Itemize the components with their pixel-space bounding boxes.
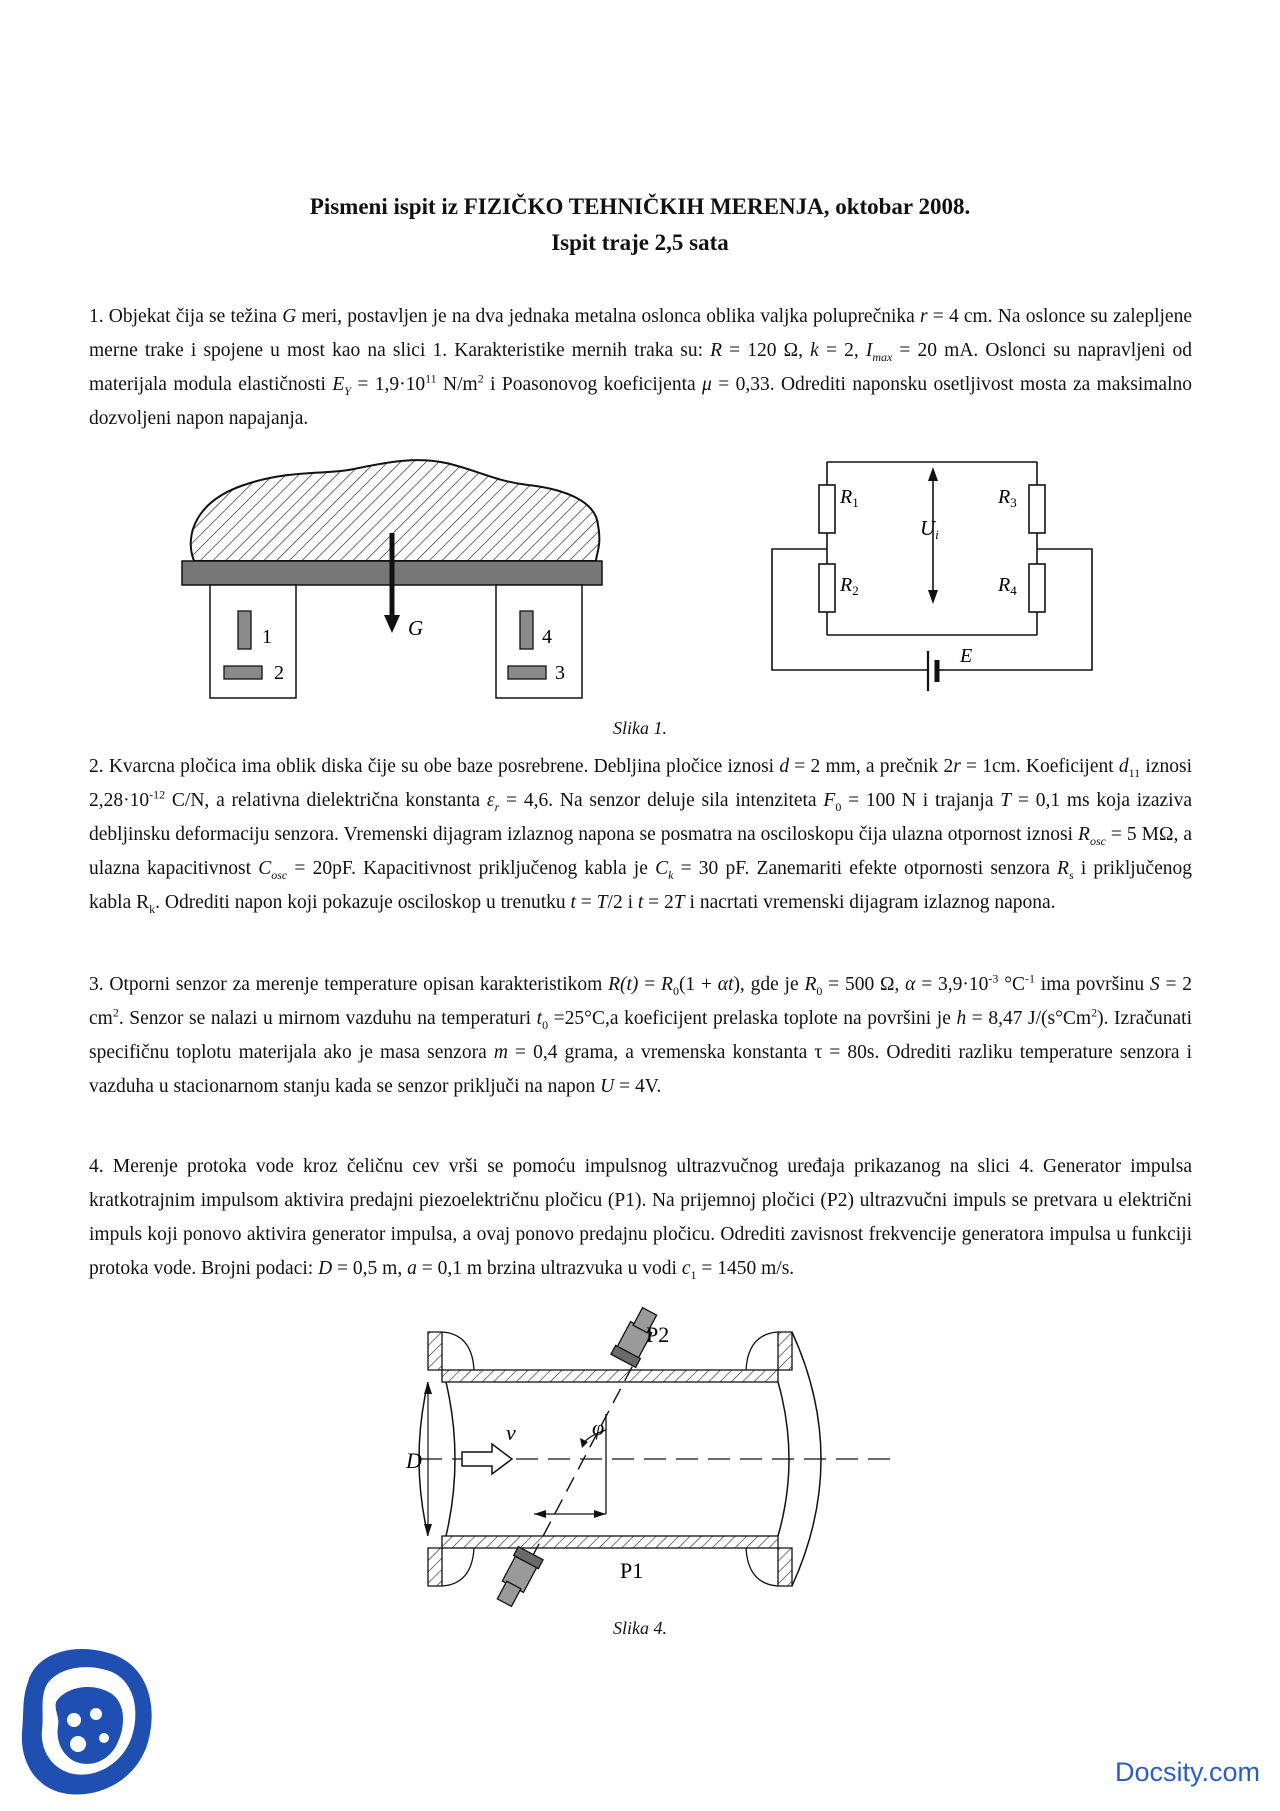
figure-1-caption: Slika 1. (613, 718, 667, 738)
right-support (496, 585, 582, 698)
label-R2: $R_2$ (840, 574, 859, 598)
left-flange-top (428, 1332, 442, 1370)
gauge-4 (520, 611, 533, 649)
resistor-R2 (819, 564, 835, 612)
problem-4-text: 4. Merenje protoka vode kroz čeličnu cev vrši se pomoću impulsnog ultrazvučnog uređaja prikazanog na slici 4. Generator impulsa kratkotrajnim impulsom aktivira predajni piezoelektričnu pločicu (P1). Na prijemnoj pločici (P2) ultrazvučni impuls se pretvara u električni impuls koji ponovo aktivira generator impulsa, a ovaj ponovo predajnu pločicu. Odrediti zavisnost frekvencije generatora impulsa u funkciji protoka vode. Brojni podaci: D = 0,5 m, a = 0,1 m brzina ultrazvuka u vodi $c_1 = 1450$ m/s. (89, 1156, 1192, 1282)
label-R3: $R_3$ (998, 486, 1017, 510)
force-label-G: G (408, 616, 424, 640)
right-flange-bottom (778, 1548, 792, 1586)
resistor-R3 (1029, 485, 1045, 533)
exam-title: Pismeni ispit iz FIZIČKO TEHNIČKIH MERENJA, oktobar 2008. (309, 194, 971, 219)
label-R4: $R_4$ (998, 574, 1017, 598)
pipe-top-wall (442, 1370, 778, 1382)
figure-4-caption: Slika 4. (613, 1618, 667, 1638)
label-P1: P1 (620, 1558, 644, 1583)
label-Ui: Ui (920, 516, 939, 542)
figure-4-pipe-diagram (406, 1318, 900, 1603)
left-flange-bottom (428, 1548, 442, 1586)
exam-duration: Ispit traje 2,5 sata (551, 230, 729, 255)
object-hatched-shape (191, 460, 600, 561)
gauge-1 (238, 611, 251, 649)
gauge-2 (224, 666, 262, 679)
problem-2-text: 2. Kvarcna pločica ima oblik diska čije su obe baze posrebrene. Debljina pločice iznosi d = 2 mm, a prečnik 2r = 1cm. Koeficijent $d_{11}$ iznosi $2,28\cdot 10^{-12}$ C/N, a relativna dielektrična konstanta $\varepsilon_r = 4,6$. Na senzor deluje sila intenziteta $F_0 = 100$ N i trajanja T = 0,1 ms koja izaziva debljinsku deformaciju senzora. Vremenski dijagram izlaznog napona se posmatra na osciloskopu čija ulazna otpornost iznosi $R_{osc} = 5$ MΩ, a ulazna kapacitivnost $C_{osc} = 20pF$. Kapacitivnost priključenog kabla je $C_k = 30$ pF. Zanemariti efekte otpornosti senzora $R_s$ i priključenog kabla $R_k$. Odrediti napon koji pokazuje osciloskop u trenutku t = T/2 i t = 2T i nacrtati vremenski dijagram izlaznog napona. (89, 756, 1193, 916)
gauge-label-3: 3 (555, 662, 565, 684)
label-v: v (506, 1420, 516, 1445)
resistor-R1 (819, 485, 835, 533)
label-phi: φ (592, 1415, 605, 1440)
gauge-label-1: 1 (262, 626, 272, 648)
figure-1-bridge-circuit (770, 457, 1100, 702)
transducer-p1 (492, 1547, 543, 1610)
docsity-watermark[interactable]: Docsity.com (1114, 1757, 1260, 1787)
label-D: D (406, 1448, 422, 1473)
docsity-logo-icon (16, 1642, 166, 1802)
gauge-label-2: 2 (274, 662, 284, 684)
velocity-arrow (462, 1444, 512, 1474)
force-arrow-head (384, 615, 400, 633)
problem-1-text: 1. Objekat čija se težina G meri, postavljen je na dva jednaka metalna oslonca oblika valjka poluprečnika r = 4 cm. Na oslonce su zalepljene merne trake i spojene u most kao na slici 1. Karakteristike mernih traka su: R = 120 Ω, k = 2, $I_{max} = 20$ mA. Oslonci su napravljeni od materijala modula elastičnosti $E_Y = 1,9\cdot 10^{11}$ $N/m^2$ i Poasonovog koeficijenta μ = 0,33. Odrediti naponsku osetljivost mosta za maksimalno dozvoljeni napon napajanja. (89, 306, 1192, 429)
label-P2: P2 (646, 1322, 670, 1347)
right-flange-top (778, 1332, 792, 1370)
pipe-bottom-wall (442, 1536, 778, 1548)
gauge-label-4: 4 (542, 626, 552, 648)
resistor-R4 (1029, 564, 1045, 612)
label-R1: $R_1$ (840, 486, 859, 510)
gauge-3 (508, 666, 546, 679)
figure-1-supports-diagram (178, 455, 618, 705)
problem-3-text: 3. Otporni senzor za merenje temperature opisan karakteristikom $R(t) = R_0(1 + \alpha t)$, gde je $R_0 = 500$ Ω, $\alpha = 3,9\cdot 10^{-3}$ $^\circ C^{-1}$ ima površinu S = 2 $cm^2$. Senzor se nalazi u mirnom vazduhu na temperaturi $t_0 =25^\circ C,a$ koeficijent prelaska toplote na površini je h = 8,47 J/(s°Cm$^2$). Izračunati specifičnu toplotu materijala ako je masa senzora m = 0,4 grama, a vremenska konstanta τ = 80s. Odrediti razliku temperature senzora i vazduha u stacionarnom stanju kada se senzor priključi na napon U = 4V. (89, 971, 1192, 1097)
label-E: E (960, 645, 973, 667)
